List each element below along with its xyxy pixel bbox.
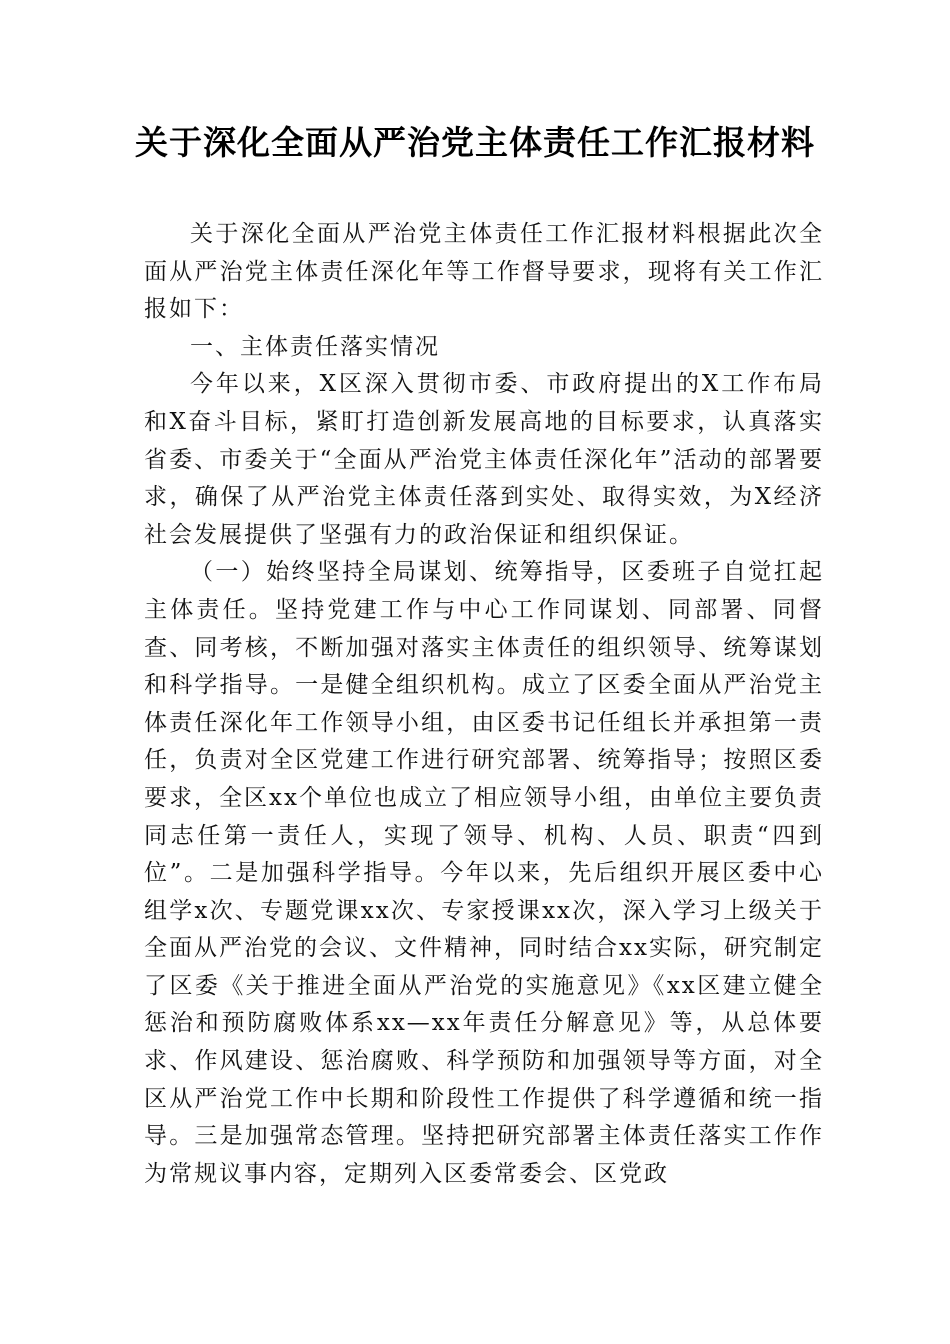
- body-paragraph: 今年以来，X区深入贯彻市委、市政府提出的X工作布局和X奋斗目标，紧盯打造创新发展高地的目标要求，认真落实省委、市委关于“全面从严治党主体责任深化年”活动的部署要求，确保了从严治党主体责任落到实处、取得实效，为X经济社会发展提供了坚强有力的政治保证和组织保证。: [144, 371, 824, 548]
- body-paragraph: （一）始终坚持全局谋划、统筹指导，区委班子自觉扛起主体责任。坚持党建工作与中心工作同谋划、同部署、同督查、同考核，不断加强对落实主体责任的组织领导、统筹谋划和科学指导。一是健全组织机构。成立了区委全面从严治党主体责任深化年工作领导小组，由区委书记任组长并承担第一责任，负责对全区党建工作进行研究部署、统筹指导；按照区委要求，全区xx个单位也成立了相应领导小组，由单位主要负责同志任第一责任人，实现了领导、机构、人员、职责“四到位”。二是加强科学指导。今年以来，先后组织开展区委中心组学x次、专题党课xx次、专家授课xx次，深入学习上级关于全面从严治党的会议、文件精神，同时结合xx实际，研究制定了区委《关于推进全面从严治党的实施意见》《xx区建立健全惩治和预防腐败体系xx—xx年责任分解意见》等，从总体要求、作风建设、惩治腐败、科学预防和加强领导等方面，对全区从严治党工作中长期和阶段性工作提供了科学遵循和统一指导。三是加强常态管理。坚持把研究部署主体责任落实工作作为常规议事内容，定期列入区委常委会、区党政: [144, 559, 824, 1187]
- document-title: 关于深化全面从严治党主体责任工作汇报材料: [135, 123, 815, 162]
- section-heading: 一、主体责任落实情况: [190, 333, 440, 360]
- document-body: [144, 216, 824, 1193]
- intro-paragraph: 关于深化全面从严治党主体责任工作汇报材料根据此次全面从严治党主体责任深化年等工作督导要求，现将有关工作汇报如下：: [144, 221, 824, 323]
